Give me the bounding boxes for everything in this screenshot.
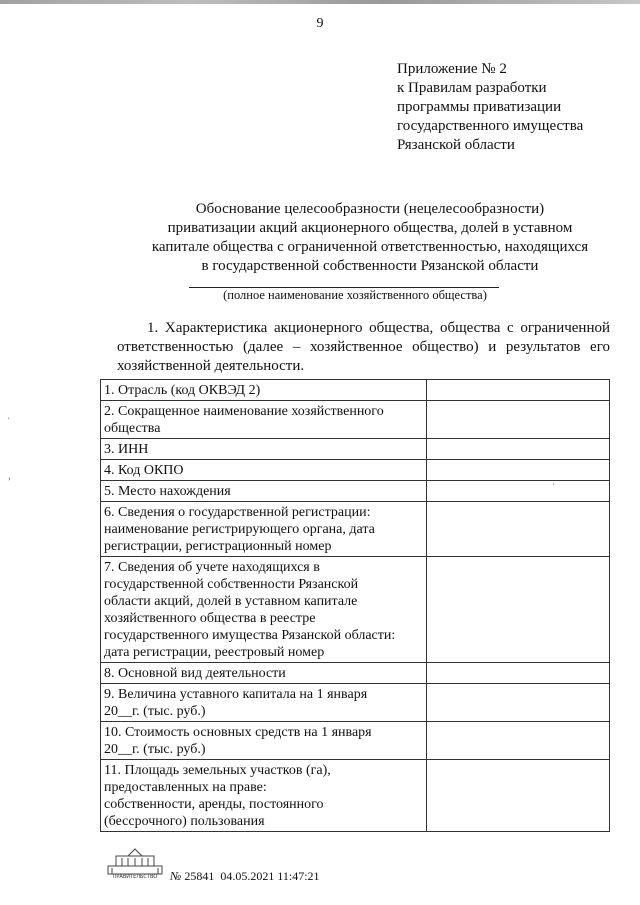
reg-datetime: 04.05.2021 11:47:21	[220, 869, 320, 883]
appendix-line: программы приватизации	[397, 99, 562, 115]
row-value-cell[interactable]	[427, 663, 610, 684]
row-label	[101, 663, 427, 684]
margin-mark: '	[553, 482, 555, 491]
table-row	[101, 380, 610, 401]
row-label	[101, 557, 427, 663]
row-label-line: 6. Сведения о государственной регистрации:	[104, 505, 371, 520]
reg-number: 25841	[184, 869, 215, 883]
row-label-line: 3. ИНН	[104, 442, 149, 457]
table-row	[101, 502, 610, 557]
row-label-line: предоставленных на праве:	[104, 780, 267, 795]
appendix-line: Приложение № 2	[397, 61, 507, 77]
title-line: Обоснование целесообразности (нецелесообразности)	[195, 201, 545, 217]
table-row	[101, 684, 610, 722]
section-1-intro	[117, 319, 610, 376]
appendix-line: к Правилам разработки	[397, 80, 547, 96]
stamp-caption: ПРАВИТЕЛЬСТВО	[112, 874, 158, 880]
reg-number-prefix: №	[170, 869, 182, 883]
appendix-line: Рязанской области	[397, 137, 515, 153]
row-label	[101, 502, 427, 557]
row-label-line: государственного имущества Рязанской области:	[104, 628, 396, 643]
row-label-line: области акций, долей в уставном капитале	[104, 594, 358, 609]
row-value-cell[interactable]	[427, 502, 610, 557]
row-label	[101, 380, 427, 401]
table-row	[101, 401, 610, 439]
scan-edge-line	[0, 0, 640, 4]
row-label-line: хозяйственного общества в реестре	[104, 611, 316, 626]
row-value-cell[interactable]	[427, 380, 610, 401]
row-label-line: 1. Отрасль (код ОКВЭД 2)	[104, 383, 261, 398]
row-label-line: 9. Величина уставного капитала на 1 января	[104, 687, 368, 702]
row-label	[101, 760, 427, 832]
row-label-line: наименование регистрирующего органа, дата	[104, 522, 375, 537]
appendix-line: государственного имущества	[397, 118, 584, 134]
government-building-stamp	[106, 846, 164, 876]
table-row	[101, 722, 610, 760]
table-row	[101, 460, 610, 481]
row-label-line: 11. Площадь земельных участков (га),	[104, 763, 331, 778]
company-name-caption: (полное наименование хозяйственного общества)	[223, 288, 487, 302]
title-line: в государственной собственности Рязанской области	[201, 258, 539, 274]
row-label-line: общества	[104, 421, 161, 436]
row-label-line: 2. Сокращенное наименование хозяйственного	[104, 404, 384, 419]
row-label-line: дата регистрации, реестровый номер	[104, 645, 325, 660]
table-row	[101, 557, 610, 663]
registration-line	[170, 869, 320, 884]
row-label-line: собственности, аренды, постоянного	[104, 797, 324, 812]
row-label-line: (бессрочного) пользования	[104, 814, 265, 829]
row-label	[101, 439, 427, 460]
row-value-cell[interactable]	[427, 481, 610, 502]
appendix-block	[397, 60, 583, 155]
table-row	[101, 760, 610, 832]
row-label	[101, 460, 427, 481]
row-label	[101, 481, 427, 502]
characteristics-table	[100, 379, 610, 832]
row-label-line: 8. Основной вид деятельности	[104, 666, 286, 681]
row-label-line: государственной собственности Рязанской	[104, 577, 359, 592]
row-label-line: регистрации, регистрационный номер	[104, 539, 332, 554]
document-title	[100, 200, 640, 276]
row-value-cell[interactable]	[427, 557, 610, 663]
margin-mark: ›	[8, 474, 11, 483]
row-value-cell[interactable]	[427, 401, 610, 439]
row-value-cell[interactable]	[427, 722, 610, 760]
row-label-line: 7. Сведения об учете находящихся в	[104, 560, 320, 575]
table-row	[101, 439, 610, 460]
row-label	[101, 722, 427, 760]
row-label-line: 5. Место нахождения	[104, 484, 231, 499]
table-row	[101, 663, 610, 684]
row-label	[101, 401, 427, 439]
section-line: ответственностью (далее – хозяйственное общество) и результатов его	[117, 339, 610, 355]
row-label-line: 20__г. (тыс. руб.)	[104, 742, 206, 757]
table-row	[101, 481, 610, 502]
row-label-line: 4. Код ОКПО	[104, 463, 184, 478]
row-value-cell[interactable]	[427, 439, 610, 460]
row-value-cell[interactable]	[427, 684, 610, 722]
section-line: хозяйственной деятельности.	[117, 358, 305, 374]
margin-mark: '	[8, 416, 10, 425]
row-value-cell[interactable]	[427, 460, 610, 481]
row-label-line: 20__г. (тыс. руб.)	[104, 704, 206, 719]
row-value-cell[interactable]	[427, 760, 610, 832]
section-line: 1. Характеристика акционерного общества, общества с ограниченной	[147, 320, 610, 336]
row-label	[101, 684, 427, 722]
title-line: капитале общества с ограниченной ответственностью, находящихся	[151, 239, 589, 255]
title-line: приватизации акций акционерного общества, долей в уставном	[167, 220, 573, 236]
page-number: 9	[316, 16, 324, 31]
row-label-line: 10. Стоимость основных средств на 1 января	[104, 725, 372, 740]
